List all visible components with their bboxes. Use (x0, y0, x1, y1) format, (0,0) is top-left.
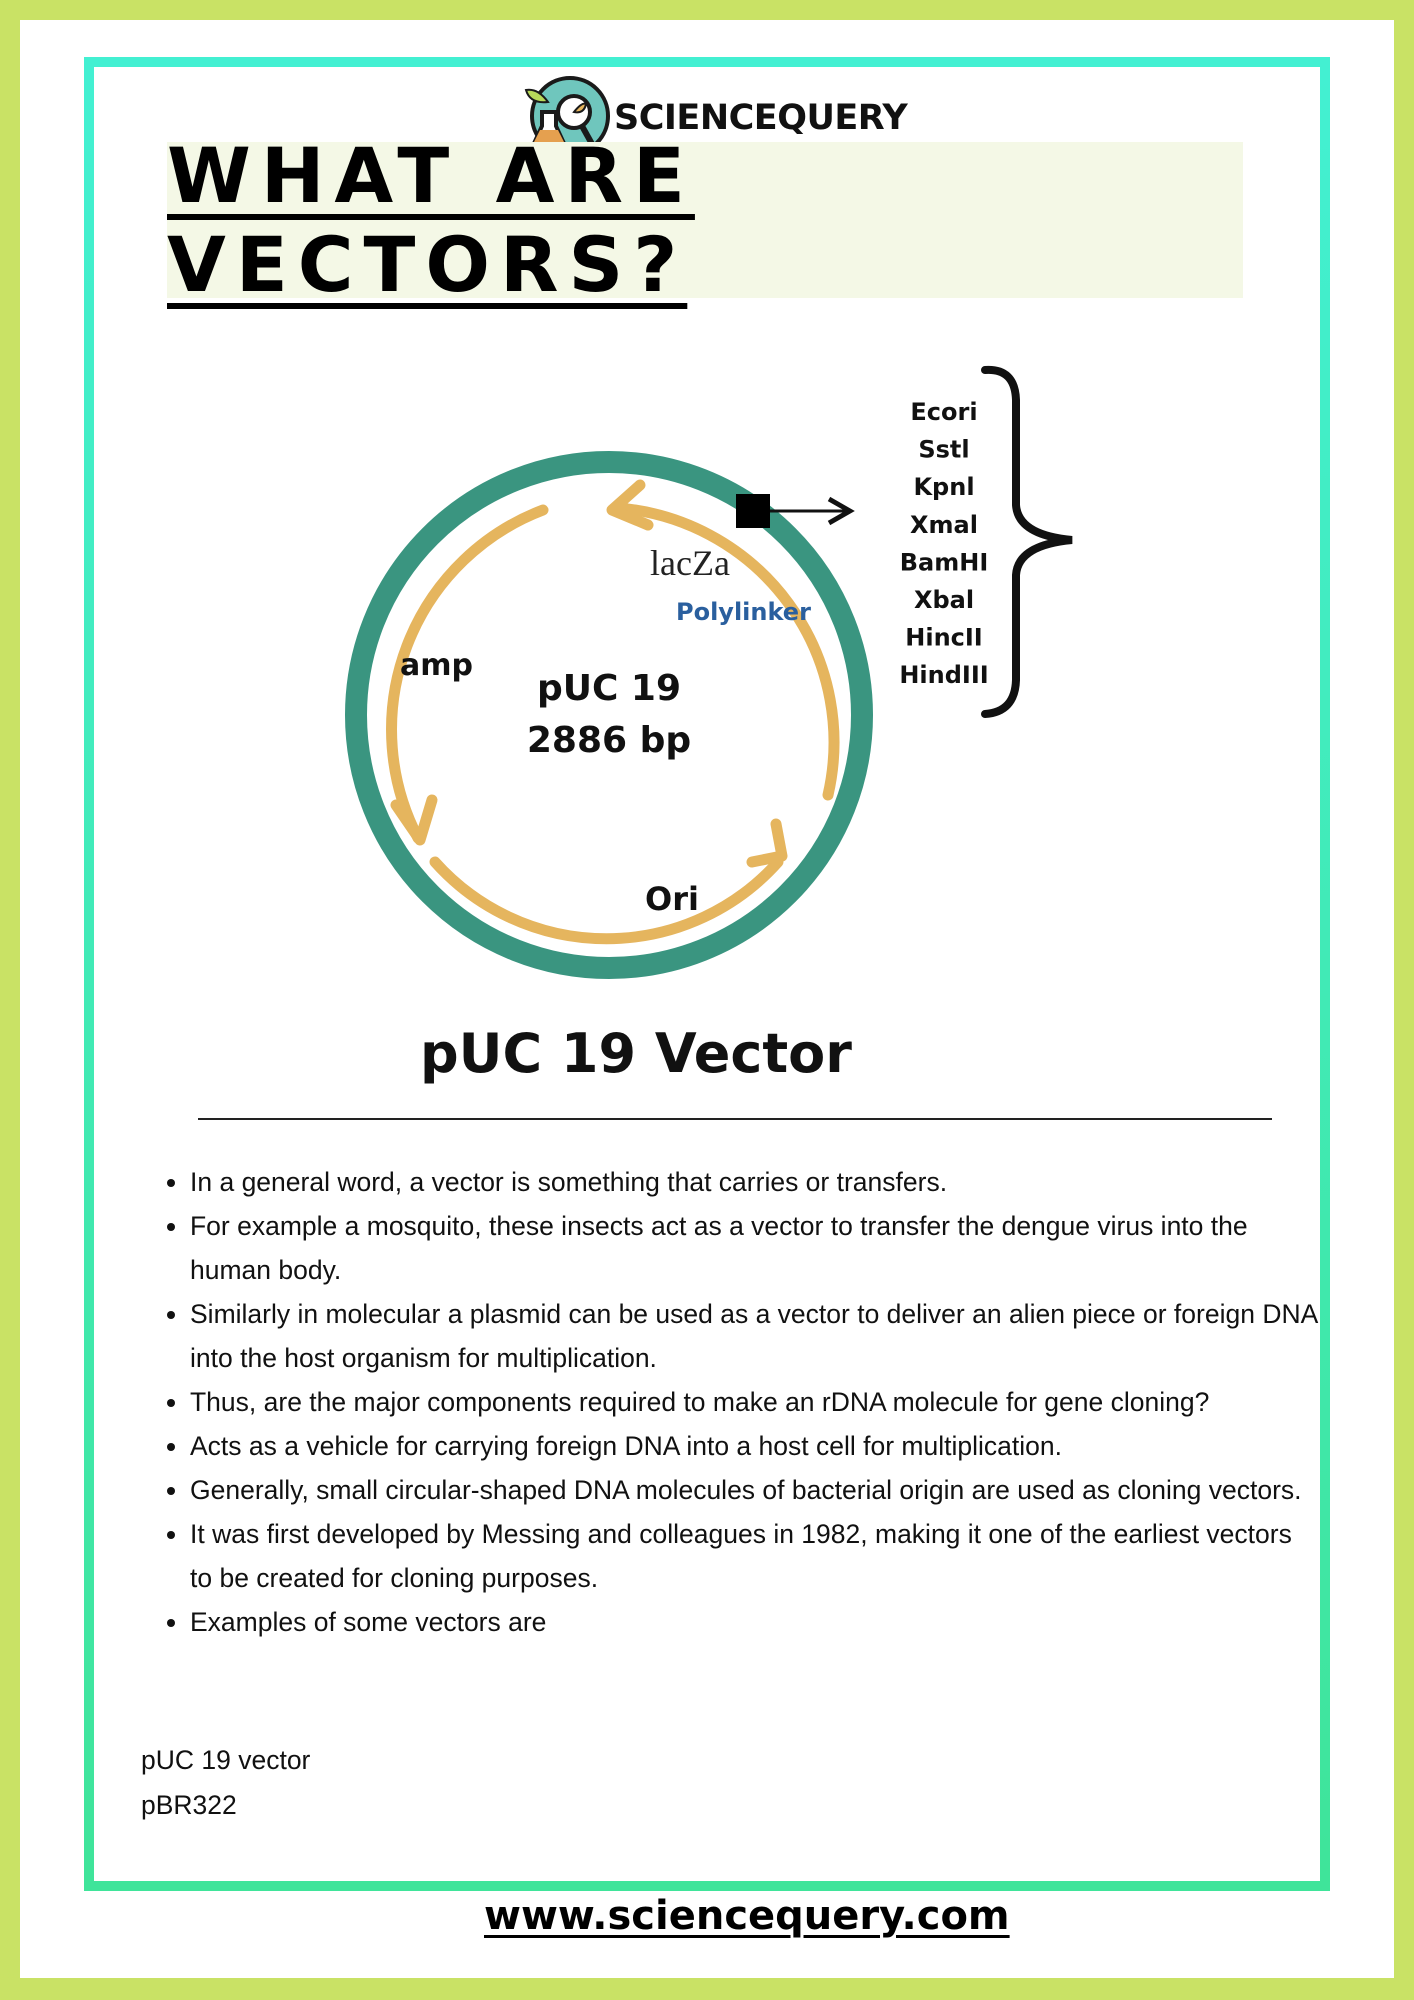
sites-brace (985, 370, 1072, 714)
ori-label: Ori (645, 880, 699, 918)
restriction-site-label: Xmal (910, 510, 978, 539)
polylinker-label: Polylinker (676, 598, 811, 626)
website-link[interactable]: www.sciencequery.com (484, 1893, 1010, 1939)
plasmid-size: 2886 bp (526, 720, 692, 761)
restriction-site-label: Sstl (918, 435, 970, 464)
restriction-site-label: Kpnl (913, 473, 975, 502)
restriction-site-label: Ecori (910, 398, 978, 426)
restriction-site-label: HindIII (899, 661, 989, 690)
bullet-item: • In a general word, a vector is something that carries or transfers. (190, 1160, 1320, 1204)
bullet-item: • Thus, are the major components required to make an rDNA molecule for gene cloning? (190, 1380, 1320, 1424)
bullet-item: • Acts as a vehicle for carrying foreign DNA into a host cell for multiplication. (190, 1424, 1320, 1468)
lacza-label: lacZa (650, 543, 730, 583)
bullet-item: • Generally, small circular-shaped DNA molecules of bacterial origin are used as cloning vectors. (190, 1468, 1320, 1512)
section-divider (198, 1118, 1272, 1120)
diagram-caption: pUC 19 Vector (420, 1022, 852, 1085)
bullet-list (140, 1160, 1320, 1644)
bullet-item: • Examples of some vectors are (190, 1600, 1320, 1644)
brand-name: SCIENCEQUERY (614, 98, 908, 138)
restriction-site-label: BamHI (899, 548, 989, 577)
bullet-item: • Similarly in molecular a plasmid can be used as a vector to deliver an alien piece or foreign DNA into the host organism for multiplication. (190, 1292, 1320, 1380)
plasmid-name: pUC 19 (536, 668, 682, 709)
plasmid-ring (356, 462, 862, 968)
restriction-site-label: Xbal (913, 586, 975, 614)
bullet-item: • For example a mosquito, these insects act as a vector to transfer the dengue virus into the human body. (190, 1204, 1320, 1292)
amp-label: amp (400, 648, 473, 683)
restriction-site-label: HincII (905, 623, 983, 652)
bullet-item: • It was first developed by Messing and colleagues in 1982, making it one of the earliest vectors to be created for cloning purposes. (190, 1512, 1320, 1600)
ori-arrowhead (752, 824, 782, 862)
example-item: pBR322 (141, 1790, 237, 1820)
polylinker-marker (736, 494, 770, 528)
example-item: pUC 19 vector (141, 1745, 311, 1775)
restriction-sites-list (899, 398, 988, 689)
page-title: WHAT ARE VECTORS? (167, 131, 695, 309)
